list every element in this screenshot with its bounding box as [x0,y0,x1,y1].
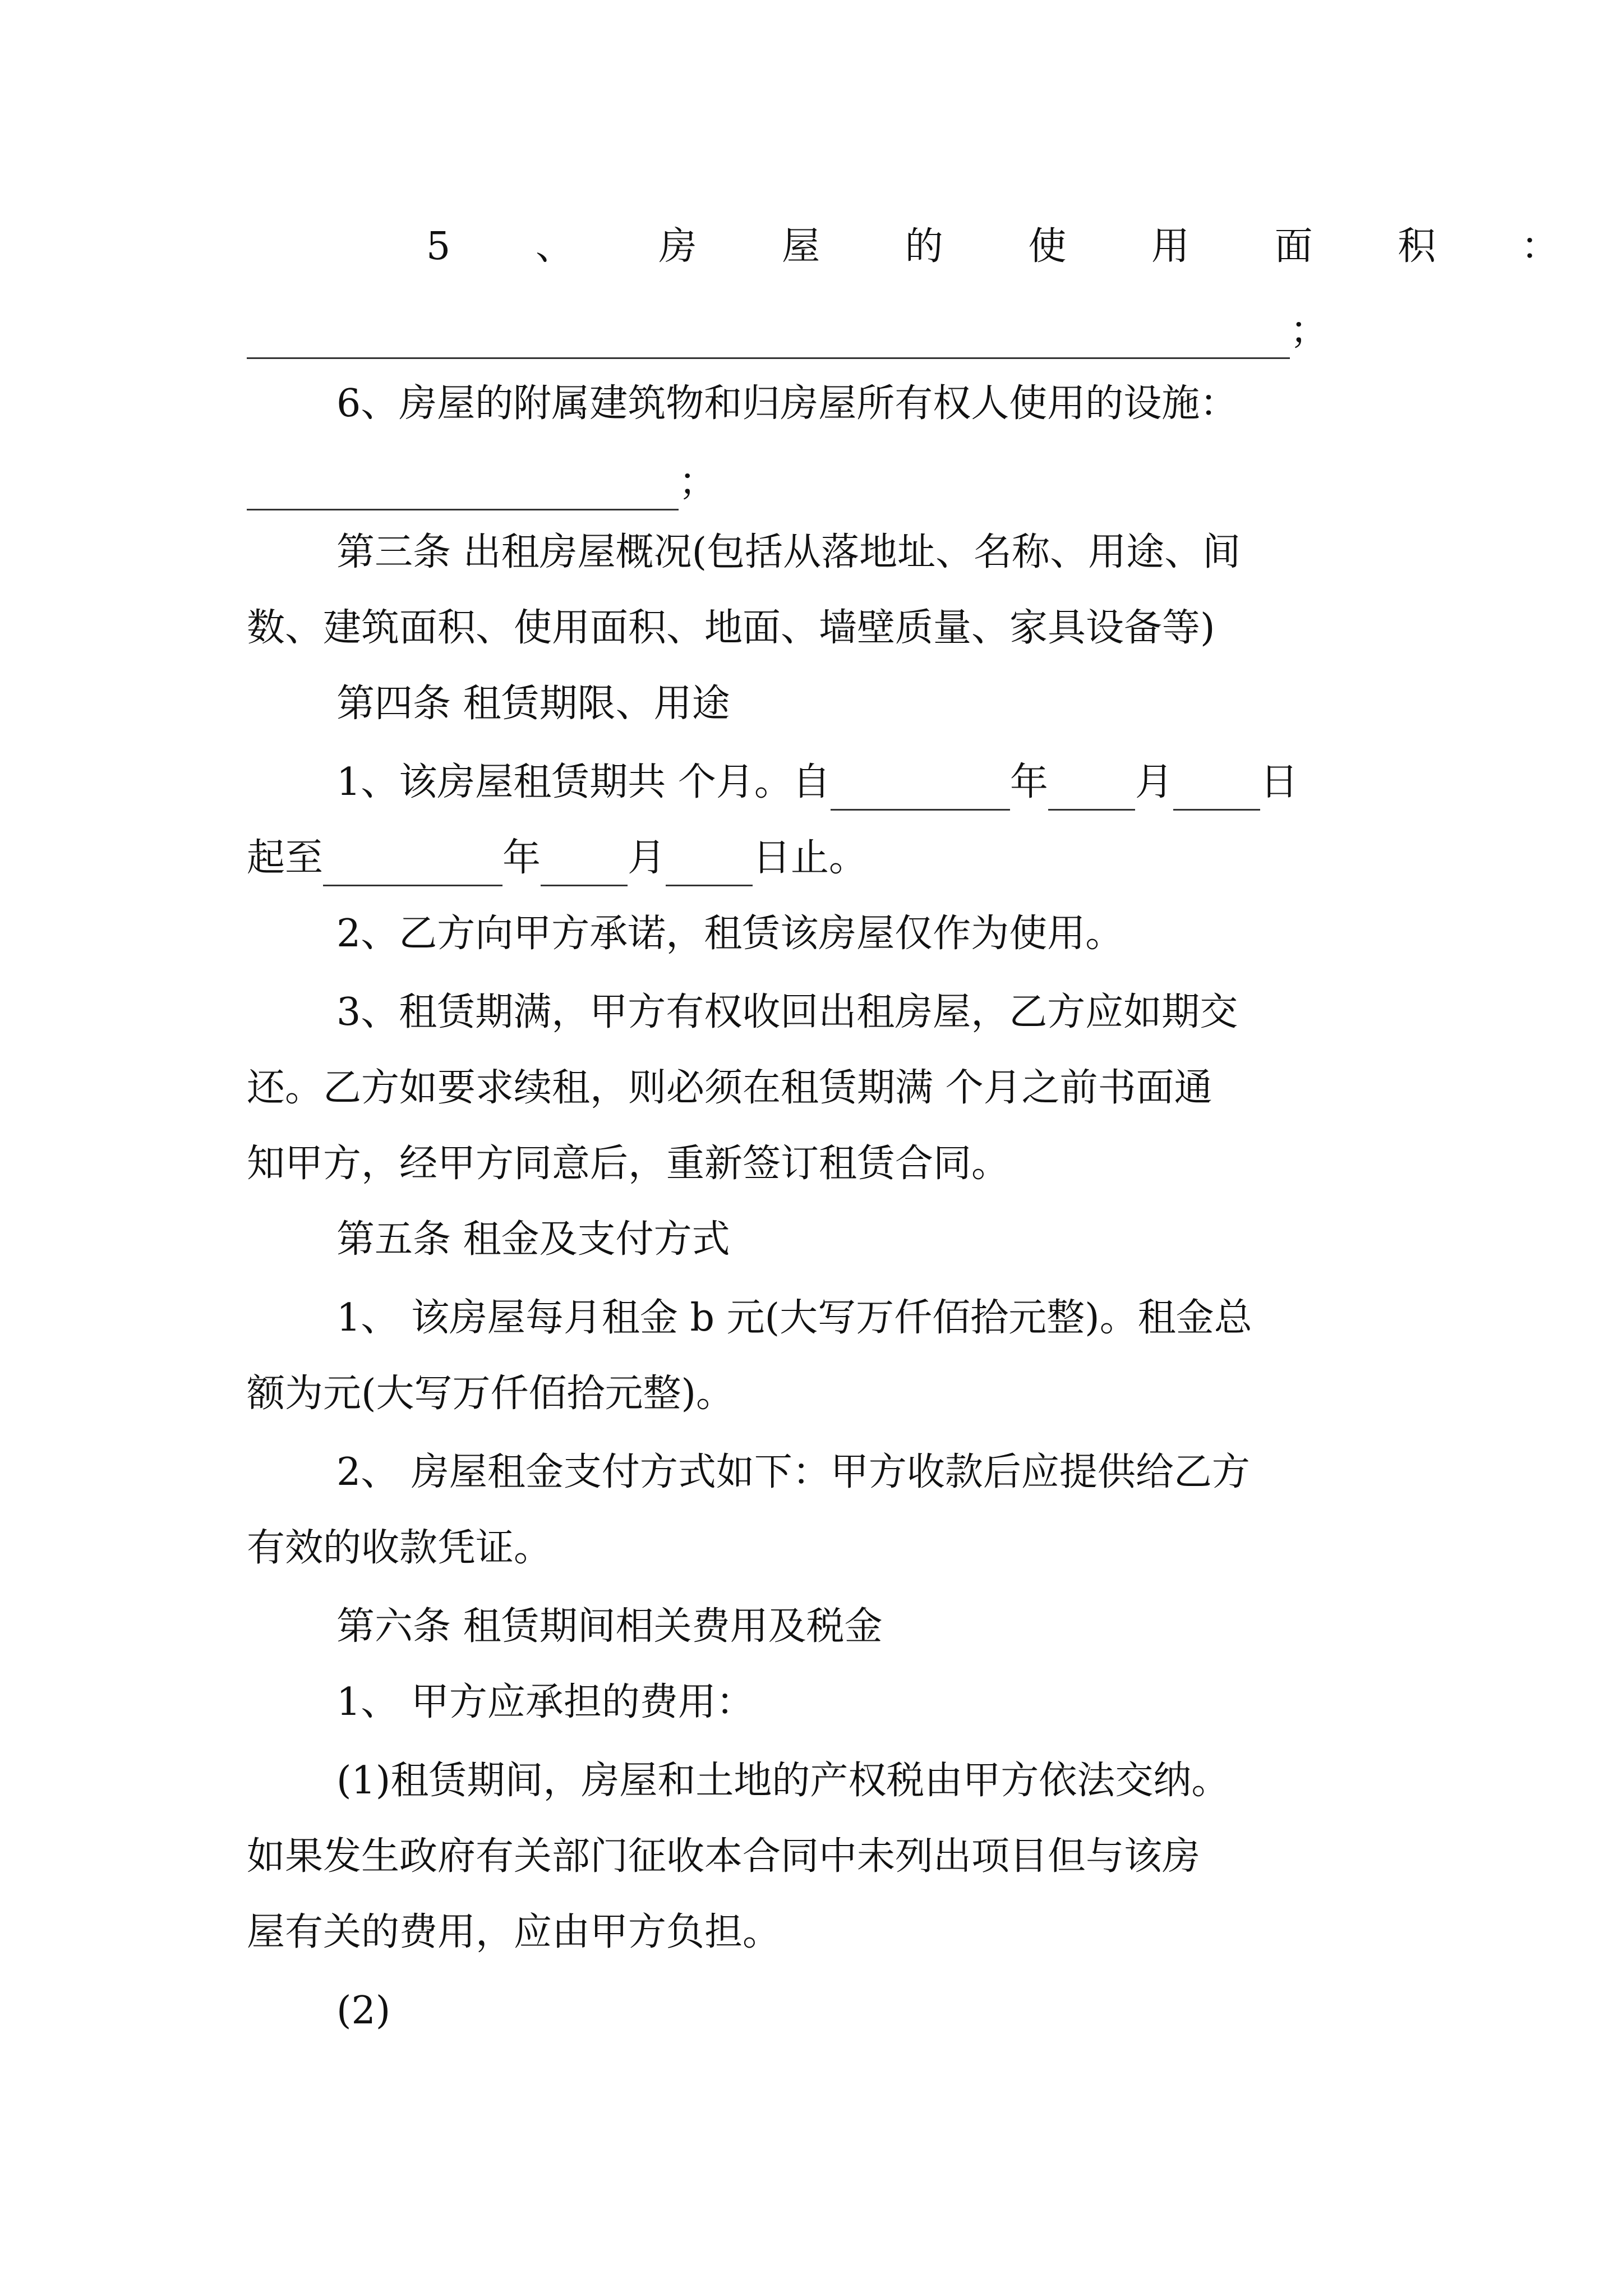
start-year-blank [831,765,1010,811]
item5-char: 面 [1274,224,1313,269]
item5-separator: 、 [535,224,574,269]
day-label: 日 [1260,760,1298,804]
article6-s1-line1: (1)租赁期间，房屋和土地的产权税由甲方依法交纳。 [336,1759,1230,1803]
month-label: 月 [1135,760,1173,804]
item6-end: ； [679,460,717,504]
end-month-blank [541,841,628,886]
item5-number: 5 [426,224,451,269]
article5-p1-line2: 额为元(大写万仟佰拾元整)。 [247,1372,735,1416]
article3-line2: 数、建筑面积、使用面积、地面、墙壁质量、家具设备等) [247,606,1215,650]
article5-title: 第五条 租金及支付方式 [336,1217,730,1262]
article4-p1-line1 [336,754,1298,811]
item6-blank-line [247,454,717,510]
item5-char: 用 [1151,224,1190,269]
year-label: 年 [502,836,541,880]
item5-blank-line [247,303,1328,359]
facilities-blank [247,465,679,510]
item5-char: 屋 [782,224,820,269]
lease-term-text: 1、该房屋租赁期共 个月。自 [336,760,831,804]
end-day-blank [666,841,753,886]
item6-text: 6、房屋的附属建筑物和归房屋所有权人使用的设施： [336,381,1238,426]
month-label: 月 [628,836,666,880]
start-month-blank [1048,765,1135,811]
year-label: 年 [1009,760,1048,804]
article5-p2-line1: 2、 房屋租金支付方式如下：甲方收款后应提供给乙方 [336,1450,1250,1494]
article4-p3-line2: 还。乙方如要求续租，则必须在租赁期满 个月之前书面通 [247,1066,1212,1110]
article3-line1: 第三条 出租房屋概况(包括从落地址、名称、用途、间 [336,530,1241,574]
item5-char: 积 [1398,224,1436,269]
article5-p1-line1: 1、 该房屋每月租金 b 元(大写万仟佰拾元整)。租金总 [336,1296,1252,1340]
item5-char: 房 [658,224,697,269]
item5-char: 的 [905,224,943,269]
article6-s2: (2) [336,1989,391,2033]
item5-char: 使 [1028,224,1067,269]
article4-p2: 2、乙方向甲方承诺，租赁该房屋仅作为使用。 [336,912,1124,956]
article4-p3-line3: 知甲方，经甲方同意后，重新签订租赁合同。 [247,1142,1010,1186]
article4-title: 第四条 租赁期限、用途 [336,682,730,726]
article6-title: 第六条 租赁期间相关费用及税金 [336,1604,883,1649]
article5-p2-line2: 有效的收款凭证。 [247,1526,552,1570]
article6-s1-line3: 屋有关的费用，应由甲方负担。 [247,1910,781,1954]
item5-colon: ： [1520,224,1559,269]
article6-p1: 1、 甲方应承担的费用： [336,1680,754,1724]
item5-line [426,219,1559,275]
area-blank [247,314,1290,359]
end-day-label: 日止。 [753,836,868,880]
start-day-blank [1173,765,1260,811]
item5-end: ； [1290,309,1329,353]
article4-p3-line1: 3、租赁期满，甲方有权收回出租房屋，乙方应如期交 [336,990,1238,1034]
article6-s1-line2: 如果发生政府有关部门征收本合同中未列出项目但与该房 [247,1834,1201,1879]
until-text: 起至 [247,836,324,880]
article4-p1-line2 [247,830,867,886]
end-year-blank [323,841,502,886]
